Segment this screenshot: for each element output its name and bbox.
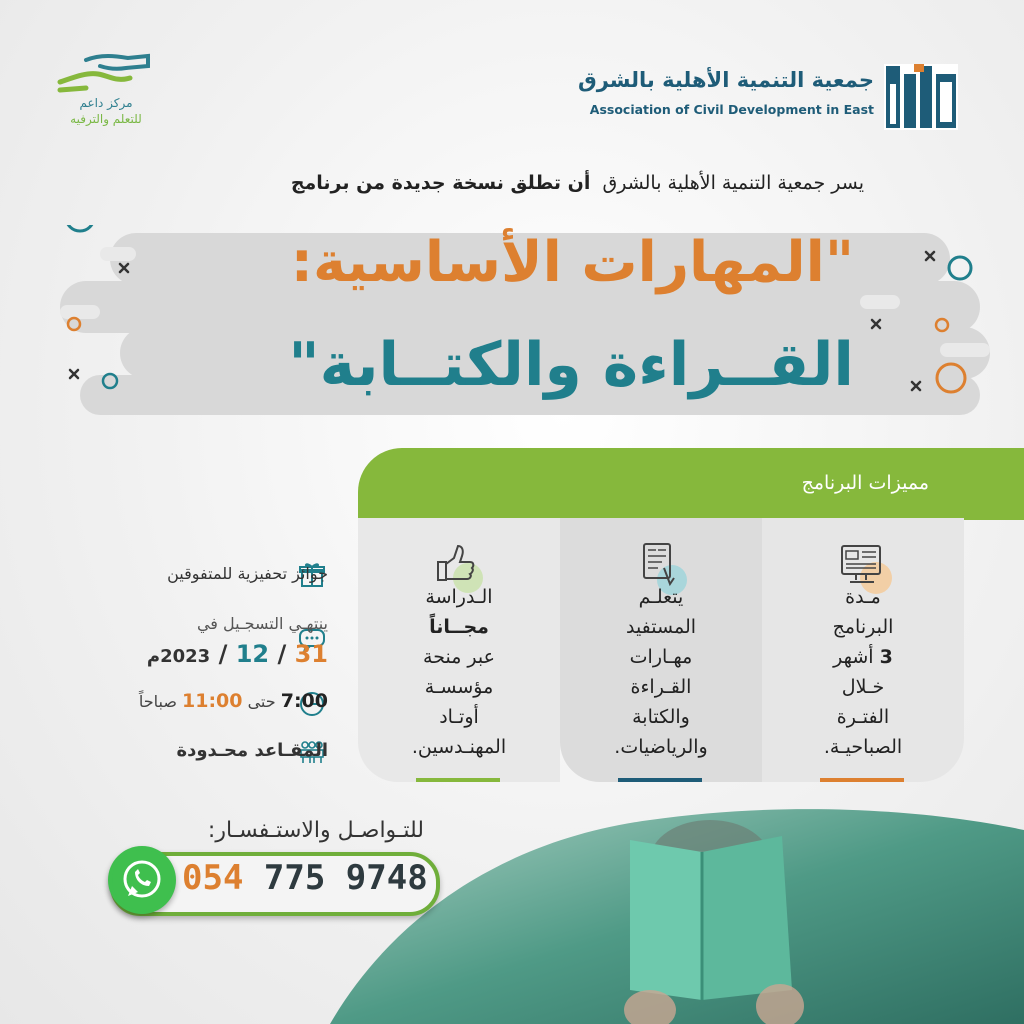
org-name-en: Association of Civil Development in East [589,102,874,117]
feature-text-duration: مـدة البرنامج 3 أشهر خـلال الفتـرة الصباحيـة. [823,586,903,758]
partner-name-1: مركز داعم [79,96,133,110]
hands-icon [56,52,156,94]
org-logo-mark-icon [884,64,958,130]
feature-text-skills: يتعلـم المستفيد مهـارات القـراءة والكتابة والرياضيات. [614,586,708,758]
features-heading: مميزات البرنامج [801,472,929,494]
feature-card-free [358,518,560,782]
feature-card-skills [560,518,762,782]
phone-number[interactable]: 054 775 9748 [182,858,428,898]
intro-bold: أن تطلق نسخة جديدة من برنامج [290,172,591,194]
deco-circle-icon [949,257,971,279]
prizes-text: جوائز تحفيزية للمتفوقين [167,564,328,583]
contact-label: للتـواصـل والاستـفسـار: [207,818,424,843]
org-name-ar: جمعية التنمية الأهلية بالشرق [577,68,874,92]
deco-circle-icon [66,225,94,231]
partner-logo [56,52,156,132]
partner-name-2: للتعلم والترفيه [70,112,142,126]
org-logo [577,62,958,132]
seats-limited: المقـاعد محـدودة [176,740,328,761]
title-line-1: "المهارات الأساسية: [290,230,854,295]
intro-text [291,172,864,194]
registration-label: ينتهـي التسجـيل في [196,614,328,633]
reader-photo [330,800,1024,1024]
whatsapp-icon[interactable] [108,846,176,914]
time-range: 7:00 حتى 11:00 صباحاً [138,690,328,712]
feature-card-duration [762,518,964,782]
title-line-2: القــراءة والكتــابة" [288,330,854,400]
intro-normal: يسر جمعية التنمية الأهلية بالشرق [602,172,864,194]
card-accent-bar [416,778,500,782]
card-accent-bar [618,778,702,782]
registration-date: 31 / 12 / 2023م [146,640,328,668]
card-accent-bar [820,778,904,782]
feature-text-free: الـدراسة مجــاناً عبر منحة مؤسسـة أوتـاد المهنـدسين. [411,586,507,758]
